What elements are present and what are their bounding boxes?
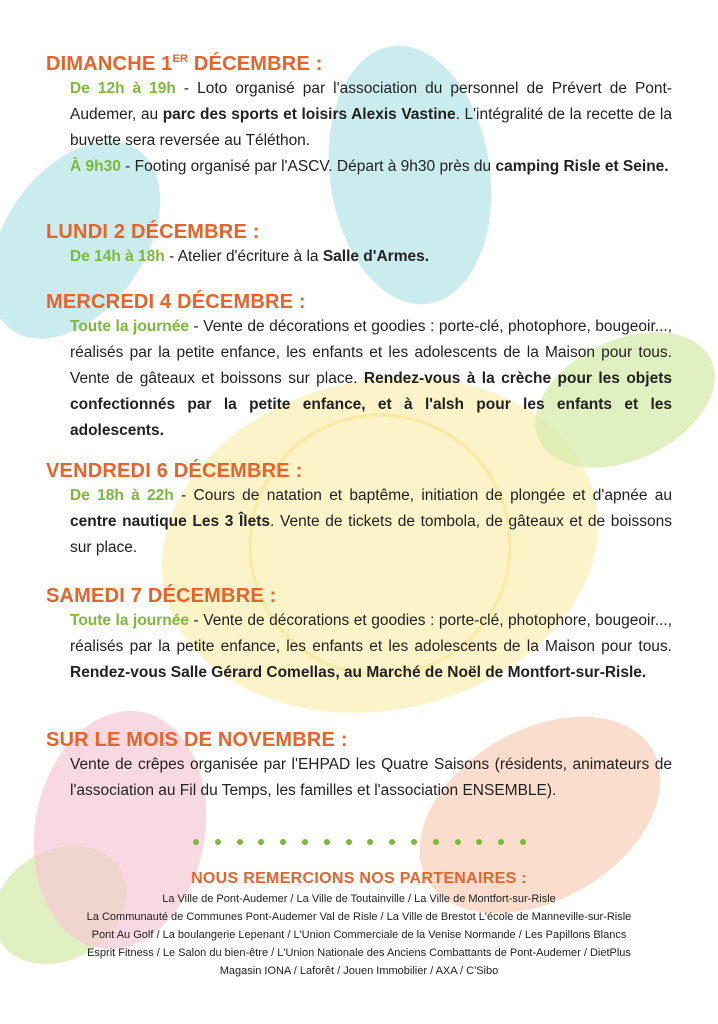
- separator-dot: [193, 839, 199, 845]
- vendredi-text-end: . Vente de tickets de tombola, de gâteaux et de boissons sur place.: [70, 513, 672, 556]
- dimanche-item-1: [70, 76, 672, 154]
- vendredi-time: De 18h à 22h: [70, 487, 174, 504]
- heading-lundi: LUNDI 2 DÉCEMBRE :: [46, 221, 260, 243]
- section-mercredi: [46, 290, 676, 444]
- dimanche-item-1-time: De 12h à 19h: [70, 80, 176, 97]
- separator-dot: [520, 839, 526, 845]
- separator-dot: [389, 839, 395, 845]
- mercredi-text: - Vente de décorations et goodies : porte-clé, photophore, bougeoir..., réalisés par la petite enfance, les enfants et les adolescents de la Maison pour tous. Vente de gâteaux et boissons sur place.: [70, 318, 672, 387]
- novembre-text: Vente de crêpes organisée par l'EHPAD les Quatre Saisons (résidents, animateurs de l'association au Fil du Temps, les familles et l'association ENSEMBLE).: [70, 756, 672, 799]
- mercredi-place: Rendez-vous à la crèche pour les objets confectionnés par la petite enfance, et à l'alsh pour les enfants et les adolescents.: [70, 370, 672, 439]
- separator-dot: [433, 839, 439, 845]
- heading-mercredi: MERCREDI 4 DÉCEMBRE :: [46, 291, 306, 313]
- heading-dimanche-suffix: DÉCEMBRE :: [188, 53, 323, 75]
- lundi-place: Salle d'Armes.: [322, 248, 430, 265]
- section-dimanche: [46, 52, 676, 180]
- heading-dimanche-prefix: DIMANCHE 1: [46, 53, 173, 75]
- partners-title: NOUS REMERCIONS NOS PARTENAIRES :: [191, 870, 527, 887]
- separator-dot: [215, 839, 221, 845]
- separator-dot: [302, 839, 308, 845]
- partners-line: Esprit Fitness / Le Salon du bien-être / L'Union Nationale des Anciens Combattants de Pont-Audemer / DietPlus: [87, 947, 631, 959]
- dimanche-item-2-time: À 9h30: [70, 158, 121, 175]
- separator-dot: [367, 839, 373, 845]
- partners-line: La Ville de Pont-Audemer / La Ville de Toutainville / La Ville de Montfort-sur-Risle: [162, 893, 556, 905]
- section-lundi: [46, 220, 676, 270]
- separator-dot: [455, 839, 461, 845]
- dotted-separator: [193, 839, 526, 853]
- section-vendredi: [46, 459, 676, 561]
- heading-novembre: SUR LE MOIS DE NOVEMBRE :: [46, 729, 348, 751]
- section-samedi: [46, 584, 676, 686]
- dimanche-item-2-place: camping Risle et Seine.: [495, 158, 669, 175]
- samedi-item: [70, 608, 672, 686]
- dimanche-item-1-place: parc des sports et loisirs Alexis Vastine: [162, 106, 456, 123]
- partners-line: Pont Au Golf / La boulangerie Lepenant / L'Union Commerciale de la Venise Normande / Les Papillons Blancs: [91, 929, 627, 941]
- heading-dimanche-sup: ER: [172, 53, 189, 65]
- samedi-time: Toute la journée: [70, 612, 189, 629]
- separator-dot: [346, 839, 352, 845]
- heading-vendredi: VENDREDI 6 DÉCEMBRE :: [46, 460, 303, 482]
- lundi-item: [70, 244, 672, 270]
- separator-dot: [476, 839, 482, 845]
- partners-line: Magasin IONA / Laforêt / Jouen Immobilier / AXA / C'Sibo: [219, 965, 499, 977]
- partners-list: [30, 890, 688, 980]
- heading-samedi: SAMEDI 7 DÉCEMBRE :: [46, 585, 277, 607]
- vendredi-text: - Cours de natation et baptême, initiation de plongée et d'apnée au: [173, 487, 672, 504]
- separator-dot: [498, 839, 504, 845]
- dimanche-item-1-text: - Loto organisé par l'association du personnel de Prévert de Pont-Audemer, au: [70, 80, 673, 123]
- separator-dot: [280, 839, 286, 845]
- vendredi-place: centre nautique Les 3 Îlets: [70, 513, 271, 530]
- mercredi-item: [70, 314, 672, 444]
- vendredi-item: [70, 483, 672, 561]
- samedi-place: Rendez-vous Salle Gérard Comellas, au Marché de Noël de Montfort-sur-Risle.: [70, 664, 647, 681]
- section-novembre: [46, 728, 676, 804]
- separator-dot: [258, 839, 264, 845]
- separator-dot: [237, 839, 243, 845]
- separator-dot: [411, 839, 417, 845]
- dimanche-item-1-text-end: . L'intégralité de la recette de la buvette sera reversée au Téléthon.: [70, 106, 672, 149]
- lundi-text: - Atelier d'écriture à la: [164, 248, 323, 265]
- dimanche-item-2: [70, 154, 672, 180]
- lundi-time: De 14h à 18h: [70, 248, 165, 265]
- dimanche-item-2-text: - Footing organisé par l'ASCV. Départ à 9h30 près du: [120, 158, 496, 175]
- samedi-text: - Vente de décorations et goodies : porte-clé, photophore, bougeoir..., réalisés par la petite enfance, les enfants et les adolescents de la Maison pour tous.: [70, 612, 672, 655]
- heading-dimanche: [46, 52, 676, 76]
- partners-line: La Communauté de Communes Pont-Audemer Val de Risle / La Ville de Brestot L'école de Manneville-sur-Risle: [86, 911, 632, 923]
- separator-dot: [324, 839, 330, 845]
- mercredi-time: Toute la journée: [70, 318, 189, 335]
